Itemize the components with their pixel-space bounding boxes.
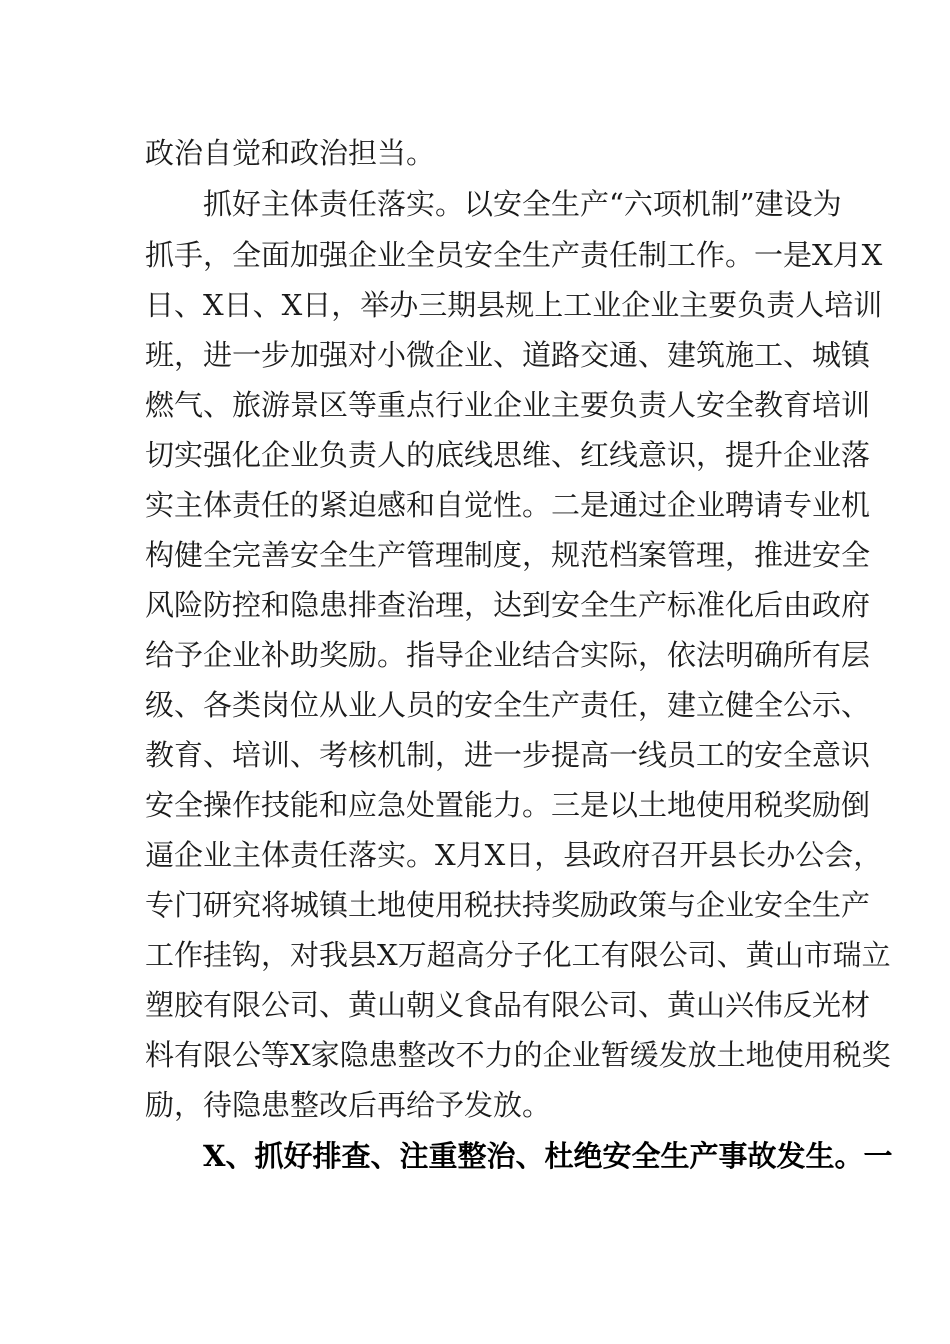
- text-line: 风险防控和隐患排查治理，达到安全生产标准化后由政府: [145, 588, 871, 622]
- text-line: 给予企业补助奖励。指导企业结合实际，依法明确所有层: [145, 638, 871, 672]
- text-line: 工作挂钩，对我县X万超高分子化工有限公司、黄山市瑞立: [145, 938, 891, 972]
- text-line: 抓手，全面加强企业全员安全生产责任制工作。一是X月X: [145, 238, 883, 272]
- paragraph-start-line: 抓好主体责任落实。以安全生产“六项机制”建设为: [203, 187, 842, 221]
- text-line: 逼企业主体责任落实。X月X日，县政府召开县长办公会，: [145, 838, 883, 872]
- text-line: 安全操作技能和应急处置能力。三是以土地使用税奖励倒: [145, 788, 871, 822]
- text-line: 切实强化企业负责人的底线思维、红线意识，提升企业落: [145, 438, 871, 472]
- text-line: 实主体责任的紧迫感和自觉性。二是通过企业聘请专业机: [145, 488, 871, 522]
- text-line: 班，进一步加强对小微企业、道路交通、建筑施工、城镇: [145, 338, 871, 372]
- text-line: 构健全完善安全生产管理制度，规范档案管理，推进安全: [145, 538, 871, 572]
- text-line: 塑胶有限公司、黄山朝义食品有限公司、黄山兴伟反光材: [145, 988, 871, 1022]
- text-line: 燃气、旅游景区等重点行业企业主要负责人安全教育培训: [145, 388, 871, 422]
- text-line: 料有限公等X家隐患整改不力的企业暂缓发放土地使用税奖: [145, 1038, 891, 1072]
- text-line: 级、各类岗位从业人员的安全生产责任，建立健全公示、: [145, 688, 871, 722]
- text-line: 专门研究将城镇土地使用税扶持奖励政策与企业安全生产: [145, 888, 871, 922]
- text-line: 教育、培训、考核机制，进一步提高一线员工的安全意识: [145, 738, 871, 772]
- text-line: 励，待隐患整改后再给予发放。: [145, 1088, 552, 1122]
- text-line: 政治自觉和政治担当。: [145, 136, 436, 170]
- section-heading-line: X、抓好排查、注重整治、杜绝安全生产事故发生。一: [203, 1139, 893, 1173]
- text-line: 日、X日、X日，举办三期县规上工业企业主要负责人培训: [145, 288, 883, 322]
